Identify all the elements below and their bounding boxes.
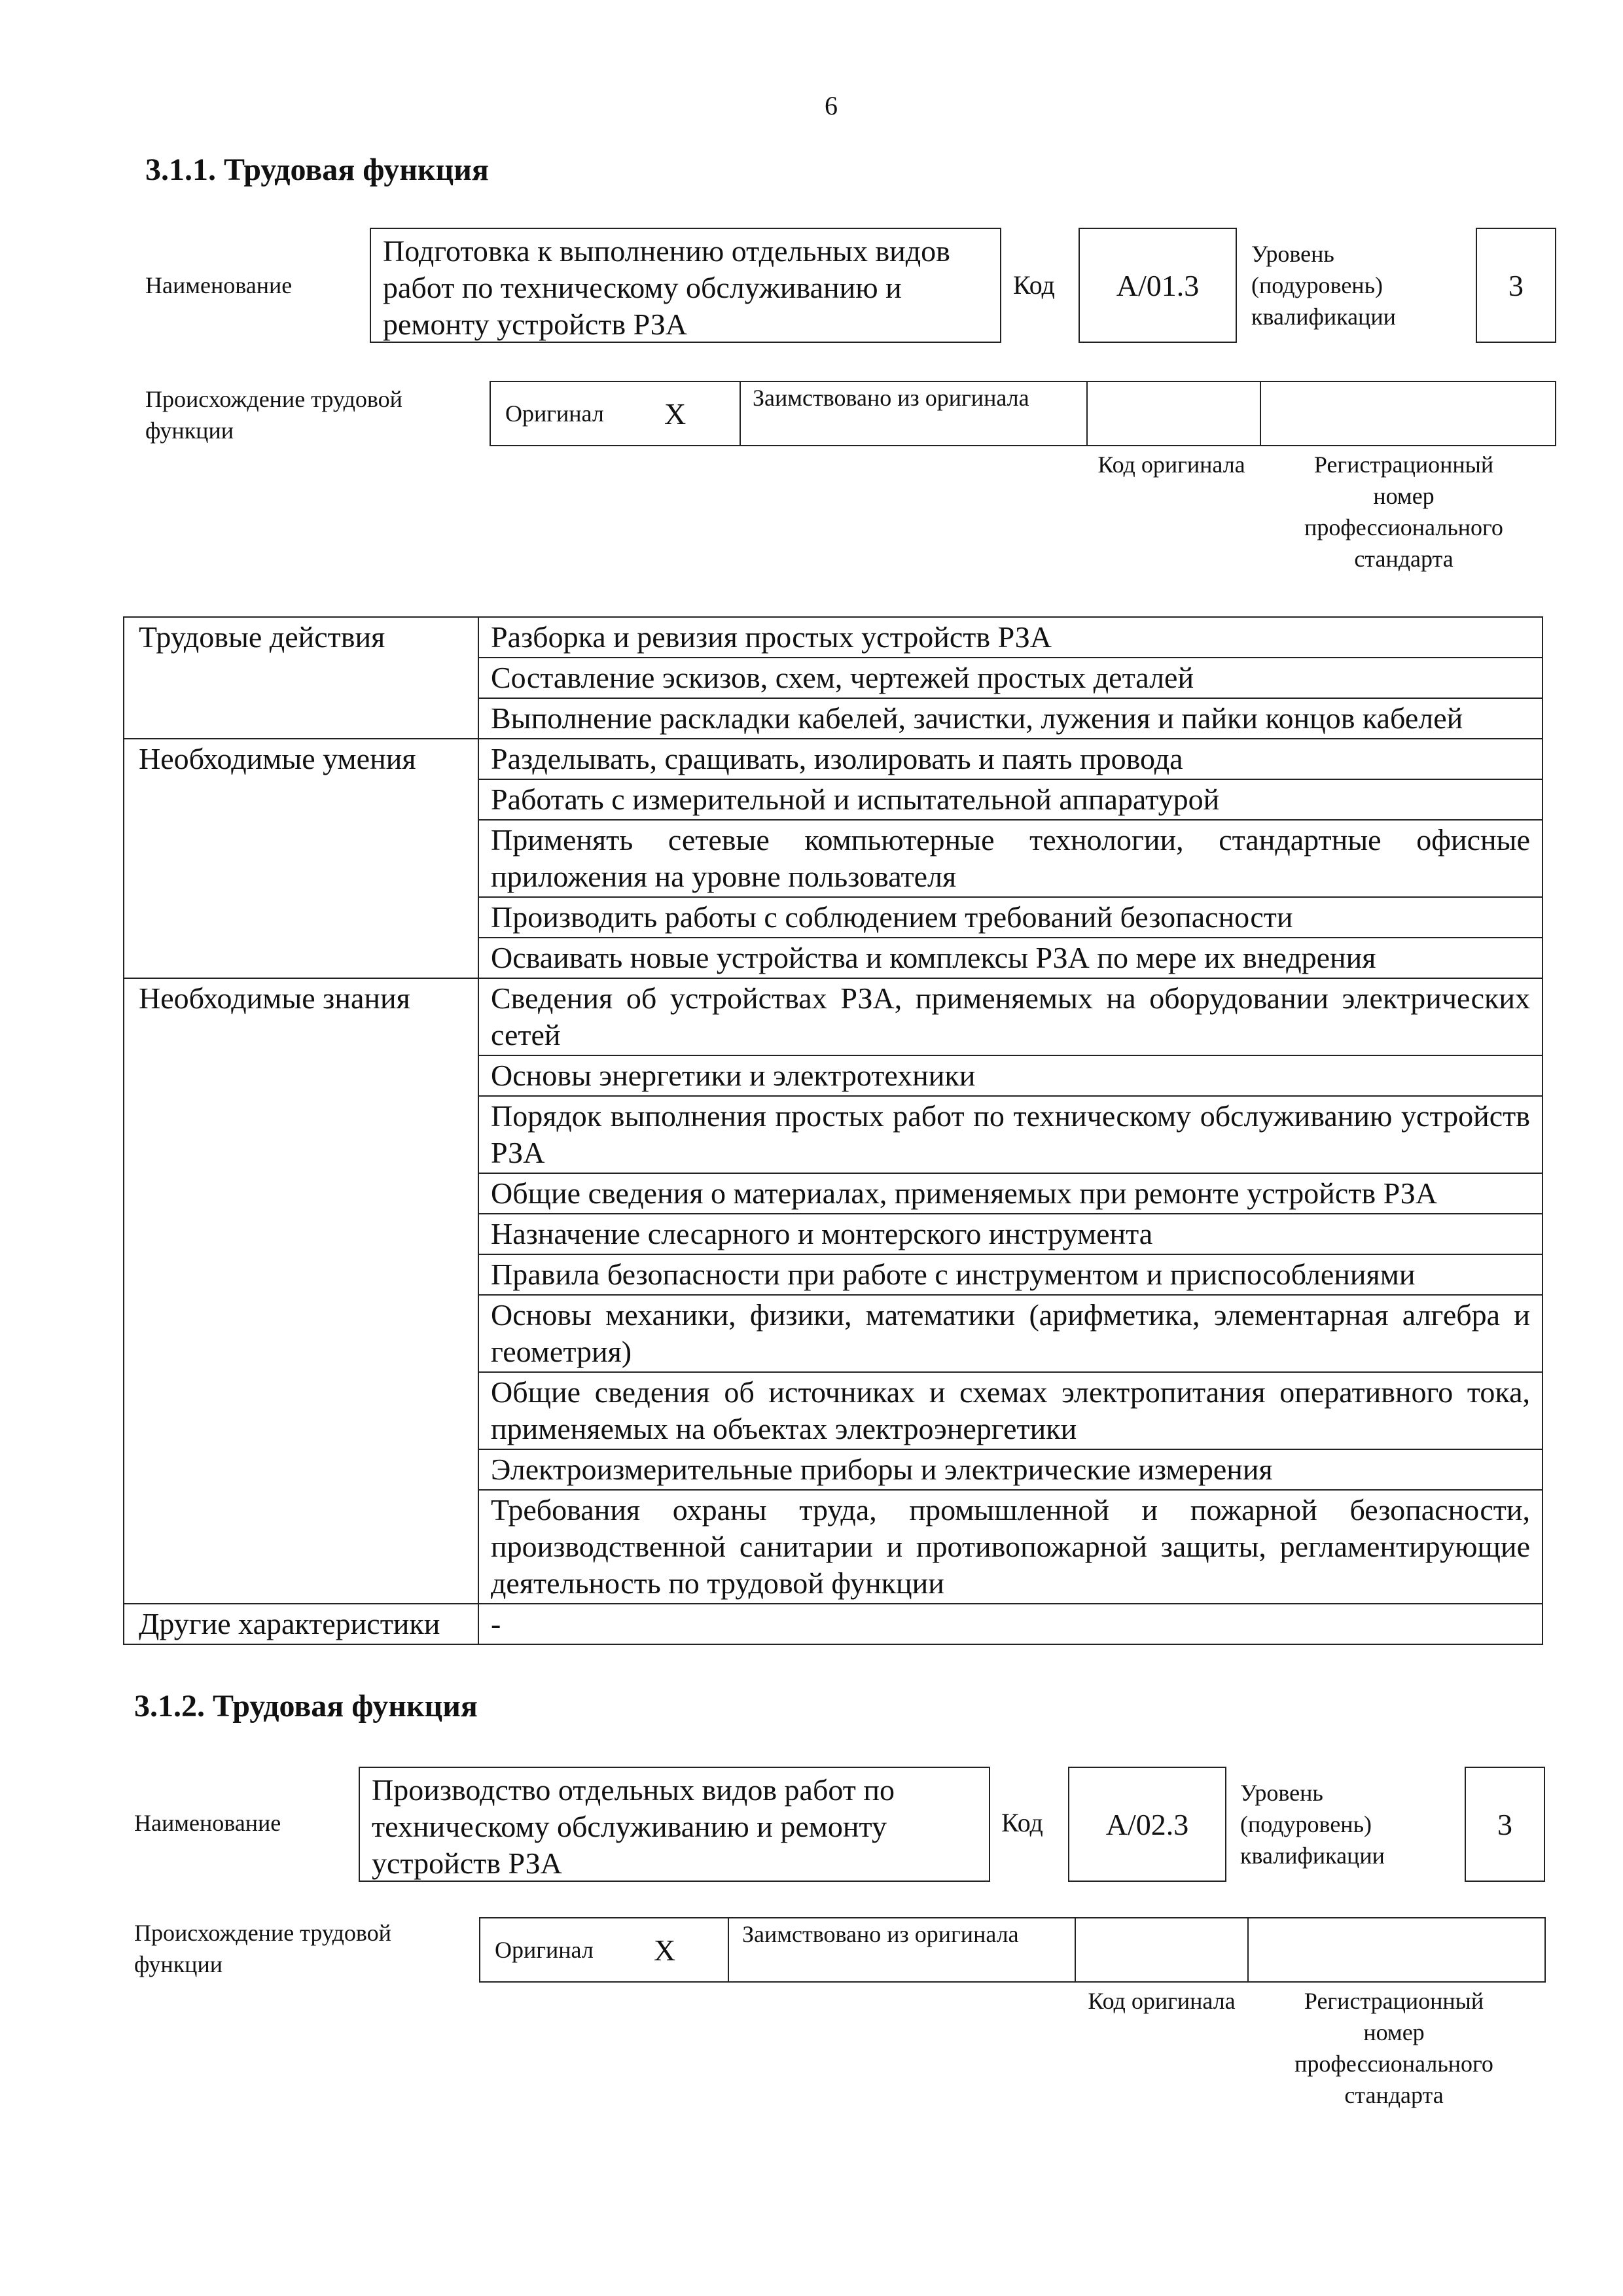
original-mark-1: X	[664, 397, 687, 431]
name-value-1: Подготовка к выполнению отдельных видов работ по техническому обслуживанию и ремонту устройств РЗА	[370, 228, 1001, 343]
borrowed-label-1: Заимствовано из оригинала	[753, 385, 1029, 411]
knowledge-item: Электроизмерительные приборы и электрические измерения	[478, 1449, 1543, 1490]
knowledge-item: Основы механики, физики, математики (арифметика, элементарная алгебра и геометрия)	[478, 1295, 1543, 1372]
actions-item: Составление эскизов, схем, чертежей простых деталей	[478, 658, 1543, 698]
actions-item: Выполнение раскладки кабелей, зачистки, лужения и пайки концов кабелей	[478, 698, 1543, 739]
page-number: 6	[825, 91, 838, 120]
skills-item: Осваивать новые устройства и комплексы РЗА по мере их внедрения	[478, 938, 1543, 978]
knowledge-label: Необходимые знания	[124, 978, 478, 1604]
origin-row-1	[490, 381, 1556, 446]
level-label-1: Уровень (подуровень) квалификации	[1251, 241, 1396, 330]
skills-item: Работать с измерительной и испытательной аппаратурой	[478, 779, 1543, 820]
original-mark-2: X	[654, 1933, 676, 1967]
level-label-2: Уровень (подуровень) квалификации	[1240, 1780, 1385, 1869]
code-original-caption-2: Код оригинала	[1088, 1988, 1236, 2014]
other-label: Другие характеристики	[124, 1604, 478, 1644]
skills-row	[124, 739, 1543, 779]
knowledge-item: Общие сведения об источниках и схемах электропитания оперативного тока, применяемых на объектах электроэнергетики	[478, 1372, 1543, 1449]
code-value-2: А/02.3	[1068, 1767, 1226, 1882]
level-value-1: 3	[1476, 228, 1556, 343]
other-value: -	[478, 1604, 1543, 1644]
origin-row-2	[479, 1917, 1546, 1983]
competency-table	[123, 616, 1543, 1645]
skills-item: Разделывать, сращивать, изолировать и паять провода	[478, 739, 1543, 779]
section-heading-2: 3.1.2. Трудовая функция	[134, 1689, 478, 1723]
knowledge-item: Правила безопасности при работе с инструментом и приспособлениями	[478, 1254, 1543, 1295]
knowledge-item: Основы энергетики и электротехники	[478, 1055, 1543, 1096]
code-value-1: А/01.3	[1079, 228, 1237, 343]
skills-item: Применять сетевые компьютерные технологии, стандартные офисные приложения на уровне пользователя	[478, 820, 1543, 897]
original-label-2: Оригинал	[495, 1937, 594, 1963]
other-row	[124, 1604, 1543, 1644]
code-original-caption-1: Код оригинала	[1097, 451, 1245, 478]
reg-number-caption-2: Регистрационный номер профессионального стандарта	[1294, 1988, 1493, 2108]
knowledge-item: Порядок выполнения простых работ по техническому обслуживанию устройств РЗА	[478, 1096, 1543, 1173]
origin-label-1: Происхождение трудовой функции	[145, 386, 402, 444]
name-label-2: Наименование	[134, 1810, 281, 1836]
knowledge-item: Общие сведения о материалах, применяемых при ремонте устройств РЗА	[478, 1173, 1543, 1214]
knowledge-item: Назначение слесарного и монтерского инструмента	[478, 1214, 1543, 1254]
name-value-2: Производство отдельных видов работ по техническому обслуживанию и ремонту устройств РЗА	[359, 1767, 990, 1882]
section-heading-1: 3.1.1. Трудовая функция	[145, 152, 489, 187]
actions-row	[124, 617, 1543, 658]
actions-item: Разборка и ревизия простых устройств РЗА	[478, 617, 1543, 658]
skills-label: Необходимые умения	[124, 739, 478, 978]
code-label-2: Код	[1001, 1808, 1043, 1837]
level-value-2: 3	[1465, 1767, 1545, 1882]
actions-label: Трудовые действия	[124, 617, 478, 739]
reg-number-caption-1: Регистрационный номер профессионального стандарта	[1304, 451, 1503, 572]
name-label-1: Наименование	[145, 272, 293, 298]
origin-label-2: Происхождение трудовой функции	[134, 1920, 391, 1977]
knowledge-item: Требования охраны труда, промышленной и пожарной безопасности, производственной санитарии и противопожарной защиты, регламентирующие деятельность по трудовой функции	[478, 1490, 1543, 1604]
knowledge-row	[124, 978, 1543, 1055]
borrowed-label-2: Заимствовано из оригинала	[742, 1921, 1019, 1947]
code-label-1: Код	[1013, 270, 1055, 300]
original-label-1: Оригинал	[505, 400, 604, 427]
knowledge-item: Сведения об устройствах РЗА, применяемых на оборудовании электрических сетей	[478, 978, 1543, 1055]
skills-item: Производить работы с соблюдением требований безопасности	[478, 897, 1543, 938]
